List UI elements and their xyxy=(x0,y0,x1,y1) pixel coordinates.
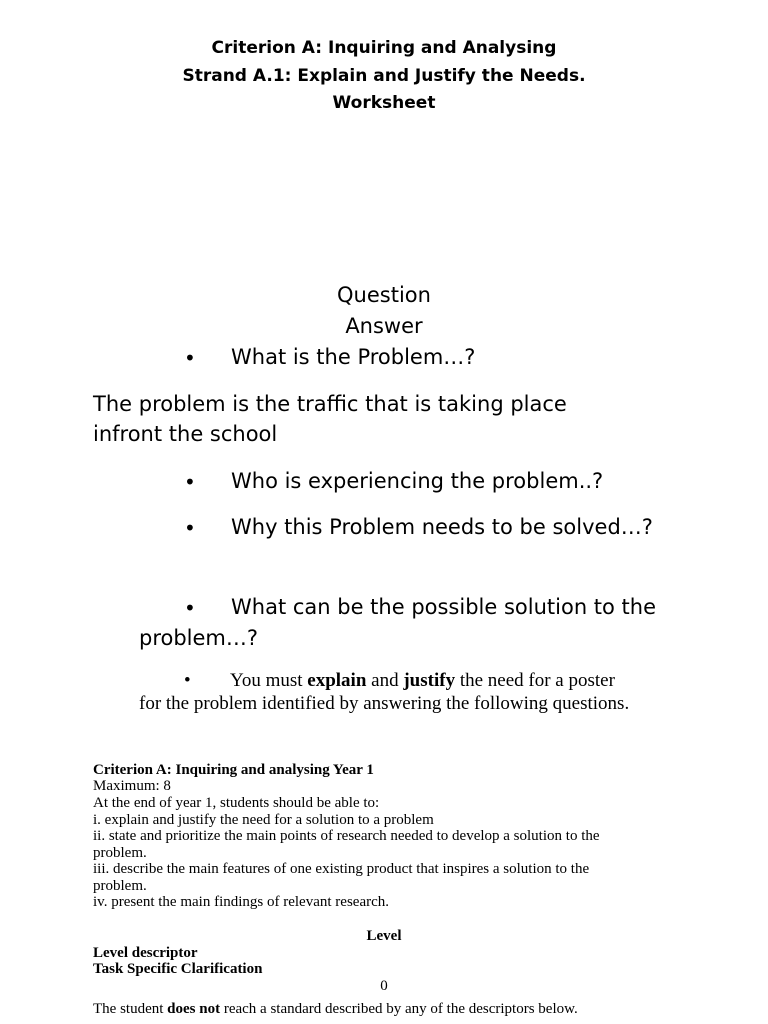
rubric-intro: At the end of year 1, students should be able to: xyxy=(93,795,380,811)
answer-1-line-2: infront the school xyxy=(93,422,278,446)
answer-1-line-1: The problem is the traffic that is taking place xyxy=(93,392,567,416)
question-3: Why this Problem needs to be solved…? xyxy=(231,515,653,539)
level-descriptor-header: Level descriptor xyxy=(93,945,198,961)
rubric-item: iii. describe the main features of one existing product that inspires a solution to the xyxy=(93,861,590,877)
instruction-text: the need for a poster xyxy=(455,670,615,691)
descriptor-text: The student xyxy=(93,1001,168,1017)
rubric-item: problem. xyxy=(93,878,147,894)
task-clarification-header: Task Specific Clarification xyxy=(93,961,263,977)
bullet-icon: • xyxy=(184,670,191,691)
level-header: Level xyxy=(366,928,402,944)
worksheet-heading: Worksheet xyxy=(332,93,436,113)
rubric-item: i. explain and justify the need for a solution to a problem xyxy=(93,812,434,828)
rubric-item: iv. present the main findings of relevant research. xyxy=(93,894,390,910)
question-4-line-2: problem…? xyxy=(139,626,259,650)
descriptor-bold: does not xyxy=(167,1001,221,1017)
question-1: What is the Problem…? xyxy=(231,345,476,369)
instruction-line-2: for the problem identified by answering the following questions. xyxy=(139,693,630,714)
bullet-icon: • xyxy=(184,346,196,370)
instruction-bold-justify: justify xyxy=(403,670,456,691)
bullet-icon: • xyxy=(184,596,196,620)
level-zero: 0 xyxy=(380,978,388,994)
descriptor-text: reach a standard described by any of the descriptors below. xyxy=(220,1001,578,1017)
instruction-text: and xyxy=(366,670,404,691)
instruction-bold-explain: explain xyxy=(307,670,367,691)
answer-label: Answer xyxy=(345,314,423,338)
rubric-maximum: Maximum: 8 xyxy=(93,778,171,794)
strand-heading: Strand A.1: Explain and Justify the Needs. xyxy=(182,66,586,86)
rubric-item: ii. state and prioritize the main points of research needed to develop a solution to the xyxy=(93,828,600,844)
question-2: Who is experiencing the problem..? xyxy=(231,469,604,493)
question-label: Question xyxy=(337,283,431,307)
bullet-icon: • xyxy=(184,516,196,540)
rubric-title: Criterion A: Inquiring and analysing Year 1 xyxy=(93,762,374,778)
instruction-text: You must xyxy=(230,670,308,691)
question-4-line-1: What can be the possible solution to the xyxy=(231,595,657,619)
bullet-icon: • xyxy=(184,470,196,494)
criterion-heading: Criterion A: Inquiring and Analysing xyxy=(211,38,557,58)
rubric-item: problem. xyxy=(93,845,147,861)
instruction-line-1 xyxy=(230,669,615,692)
level-zero-descriptor xyxy=(93,1001,578,1018)
